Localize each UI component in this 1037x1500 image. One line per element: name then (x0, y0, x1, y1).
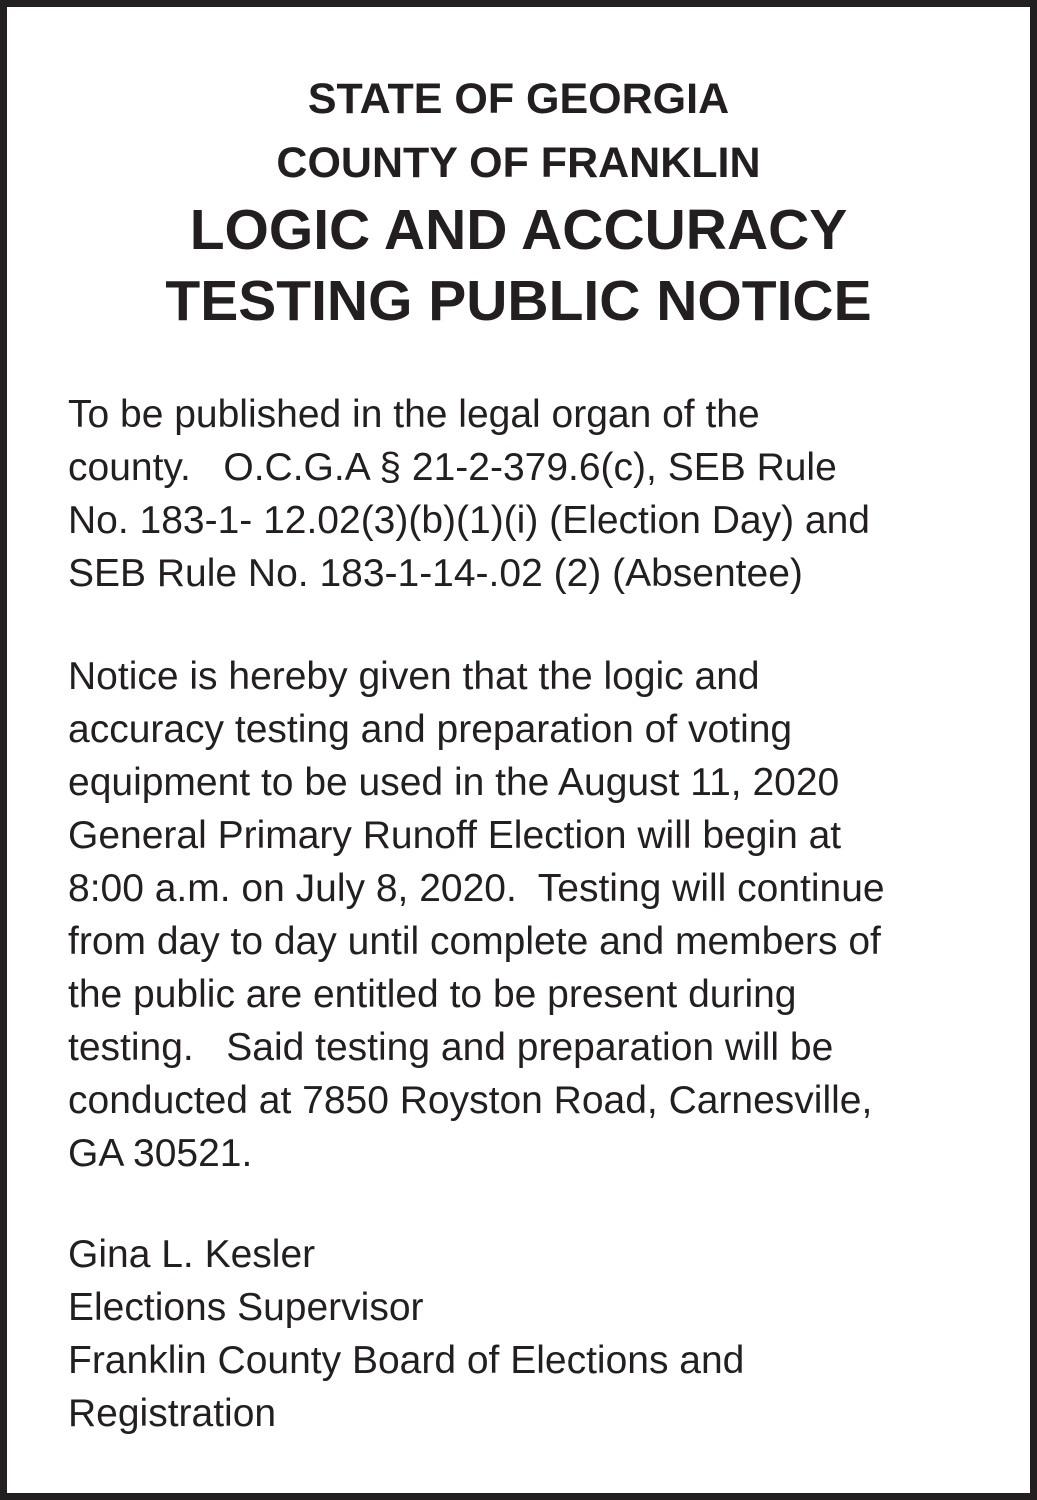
signature-block (68, 1228, 990, 1440)
notice-line: conducted at 7850 Royston Road, Carnesville, (68, 1079, 873, 1122)
signer-organization-cont: Registration (68, 1392, 277, 1435)
state-heading: STATE OF GEORGIA (307, 75, 730, 123)
notice-line: equipment to be used in the August 11, 2020 (68, 761, 840, 804)
notice-paragraph (68, 650, 990, 1180)
notice-header (7, 67, 1030, 337)
notice-line: the public are entitled to be present during (68, 973, 797, 1016)
notice-line: Notice is hereby given that the logic and (68, 655, 760, 698)
citation-line: To be published in the legal organ of the (68, 393, 760, 436)
citation-line: SEB Rule No. 183-1-14-.02 (2) (Absentee) (68, 552, 803, 595)
notice-line: accuracy testing and preparation of voting (68, 708, 793, 751)
notice-title-line-1: LOGIC AND ACCURACY (189, 198, 848, 262)
county-heading: COUNTY OF FRANKLIN (276, 139, 761, 187)
citation-line: county. O.C.G.A § 21-2-379.6(c), SEB Rule (68, 446, 837, 489)
signer-organization: Franklin County Board of Elections and (68, 1339, 745, 1382)
notice-line: 8:00 a.m. on July 8, 2020. Testing will continue (68, 867, 885, 910)
notice-line: testing. Said testing and preparation will be (68, 1026, 834, 1069)
signer-name: Gina L. Kesler (68, 1233, 316, 1276)
notice-line: GA 30521. (68, 1132, 253, 1175)
citation-paragraph (68, 388, 990, 600)
notice-title-line-2: TESTING PUBLIC NOTICE (165, 269, 872, 333)
citation-line: No. 183-1- 12.02(3)(b)(1)(i) (Election Day) and (68, 499, 870, 542)
notice-line: from day to day until complete and members of (68, 920, 881, 963)
signer-title: Elections Supervisor (68, 1286, 424, 1329)
notice-line: General Primary Runoff Election will begin at (68, 814, 842, 857)
